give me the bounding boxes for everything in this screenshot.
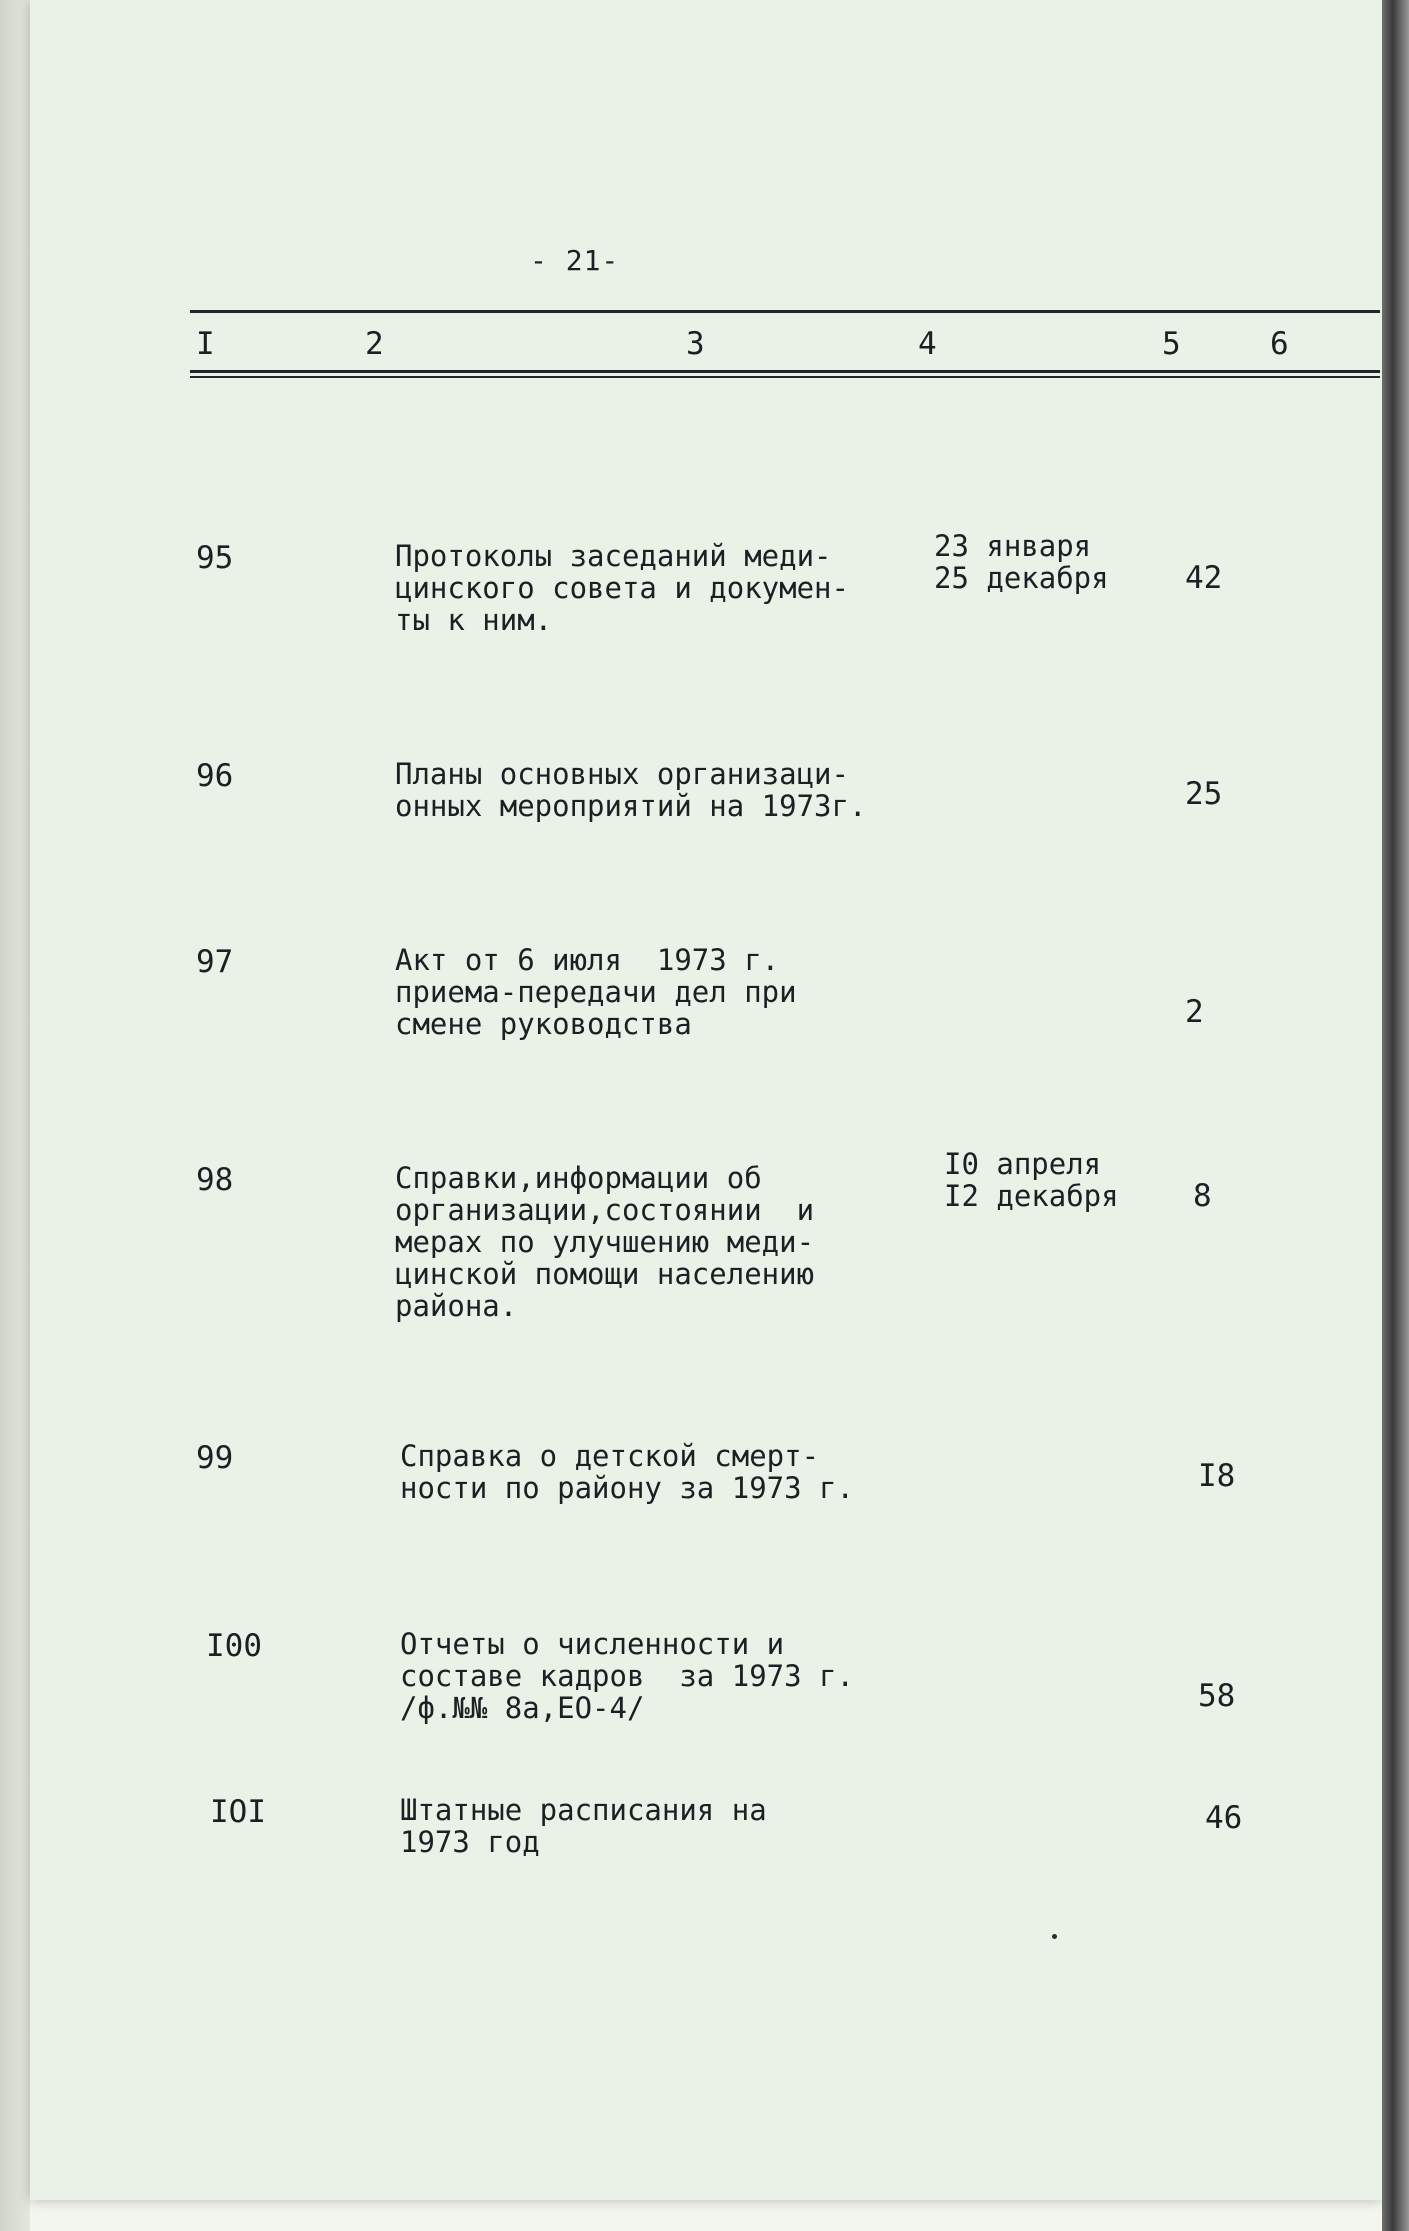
row-title-line: Протоколы заседаний меди- (395, 539, 832, 573)
column-header-4: 4 (918, 326, 937, 362)
row-sheet-count: 25 (1185, 776, 1223, 812)
row-number: 98 (196, 1162, 234, 1198)
page-number: - 21- (530, 244, 620, 277)
row-number: 96 (196, 758, 234, 794)
row-title (395, 758, 866, 822)
row-title (395, 944, 797, 1040)
row-title-line: цинской помощи населению (395, 1257, 815, 1291)
column-header-3: 3 (686, 326, 705, 362)
row-number: I00 (206, 1628, 262, 1664)
row-title-line: Справки,информации об (395, 1161, 762, 1195)
row-title-line: /ф.№№ 8а,ЕО-4/ (400, 1691, 645, 1725)
header-rule-bottom-double (190, 376, 1380, 378)
header-rule-bottom (190, 370, 1380, 373)
row-title (395, 1162, 814, 1322)
row-title-line: Планы основных организаци- (395, 757, 849, 791)
row-sheet-count: 42 (1185, 560, 1223, 596)
column-header-2: 2 (365, 326, 384, 362)
row-sheet-count: 46 (1205, 1800, 1243, 1836)
row-title-line: 1973 год (400, 1825, 540, 1859)
row-title (395, 540, 849, 636)
row-number: 95 (196, 540, 234, 576)
row-sheet-count: I8 (1198, 1458, 1236, 1494)
right-page-edge (1382, 0, 1409, 2231)
row-title-line: района. (395, 1289, 518, 1323)
row-title (400, 1440, 854, 1504)
row-sheet-count: 2 (1185, 994, 1204, 1030)
row-number: IOI (210, 1794, 266, 1830)
row-date-start: 23 января (934, 529, 1092, 563)
row-title-line: организации,состоянии и (395, 1193, 815, 1227)
row-title-line: Акт от 6 июля 1973 г. (395, 943, 780, 977)
row-sheet-count: 58 (1198, 1678, 1236, 1714)
row-title-line: смене руководства (395, 1007, 692, 1041)
row-date-end: 25 декабря (934, 561, 1109, 595)
row-title-line: ты к ним. (395, 603, 553, 637)
row-number: 97 (196, 944, 234, 980)
row-title (400, 1794, 767, 1858)
column-header-1: I (196, 326, 215, 362)
row-dates (944, 1148, 1119, 1212)
row-title-line: Справка о детской смерт- (400, 1439, 820, 1473)
left-page-edge (0, 0, 30, 2231)
row-number: 99 (196, 1440, 234, 1476)
row-date-start: I0 апреля (944, 1147, 1102, 1181)
row-date-end: I2 декабря (944, 1179, 1119, 1213)
row-title-line: Штатные расписания на (400, 1793, 767, 1827)
row-sheet-count: 8 (1193, 1178, 1212, 1214)
row-dates (934, 530, 1109, 594)
row-title-line: ности по району за 1973 г. (400, 1471, 854, 1505)
row-title (400, 1628, 854, 1724)
column-header-5: 5 (1162, 326, 1181, 362)
row-title-line: онных мероприятий на 1973г. (395, 789, 867, 823)
row-title-line: составе кадров за 1973 г. (400, 1659, 854, 1693)
row-title-line: приема-передачи дел при (395, 975, 797, 1009)
header-rule-top (190, 310, 1380, 313)
row-title-line: Отчеты о численности и (400, 1627, 785, 1661)
column-header-6: 6 (1270, 326, 1289, 362)
ink-mark (1052, 1934, 1057, 1939)
row-title-line: цинского совета и докумен- (395, 571, 849, 605)
row-title-line: мерах по улучшению меди- (395, 1225, 815, 1259)
